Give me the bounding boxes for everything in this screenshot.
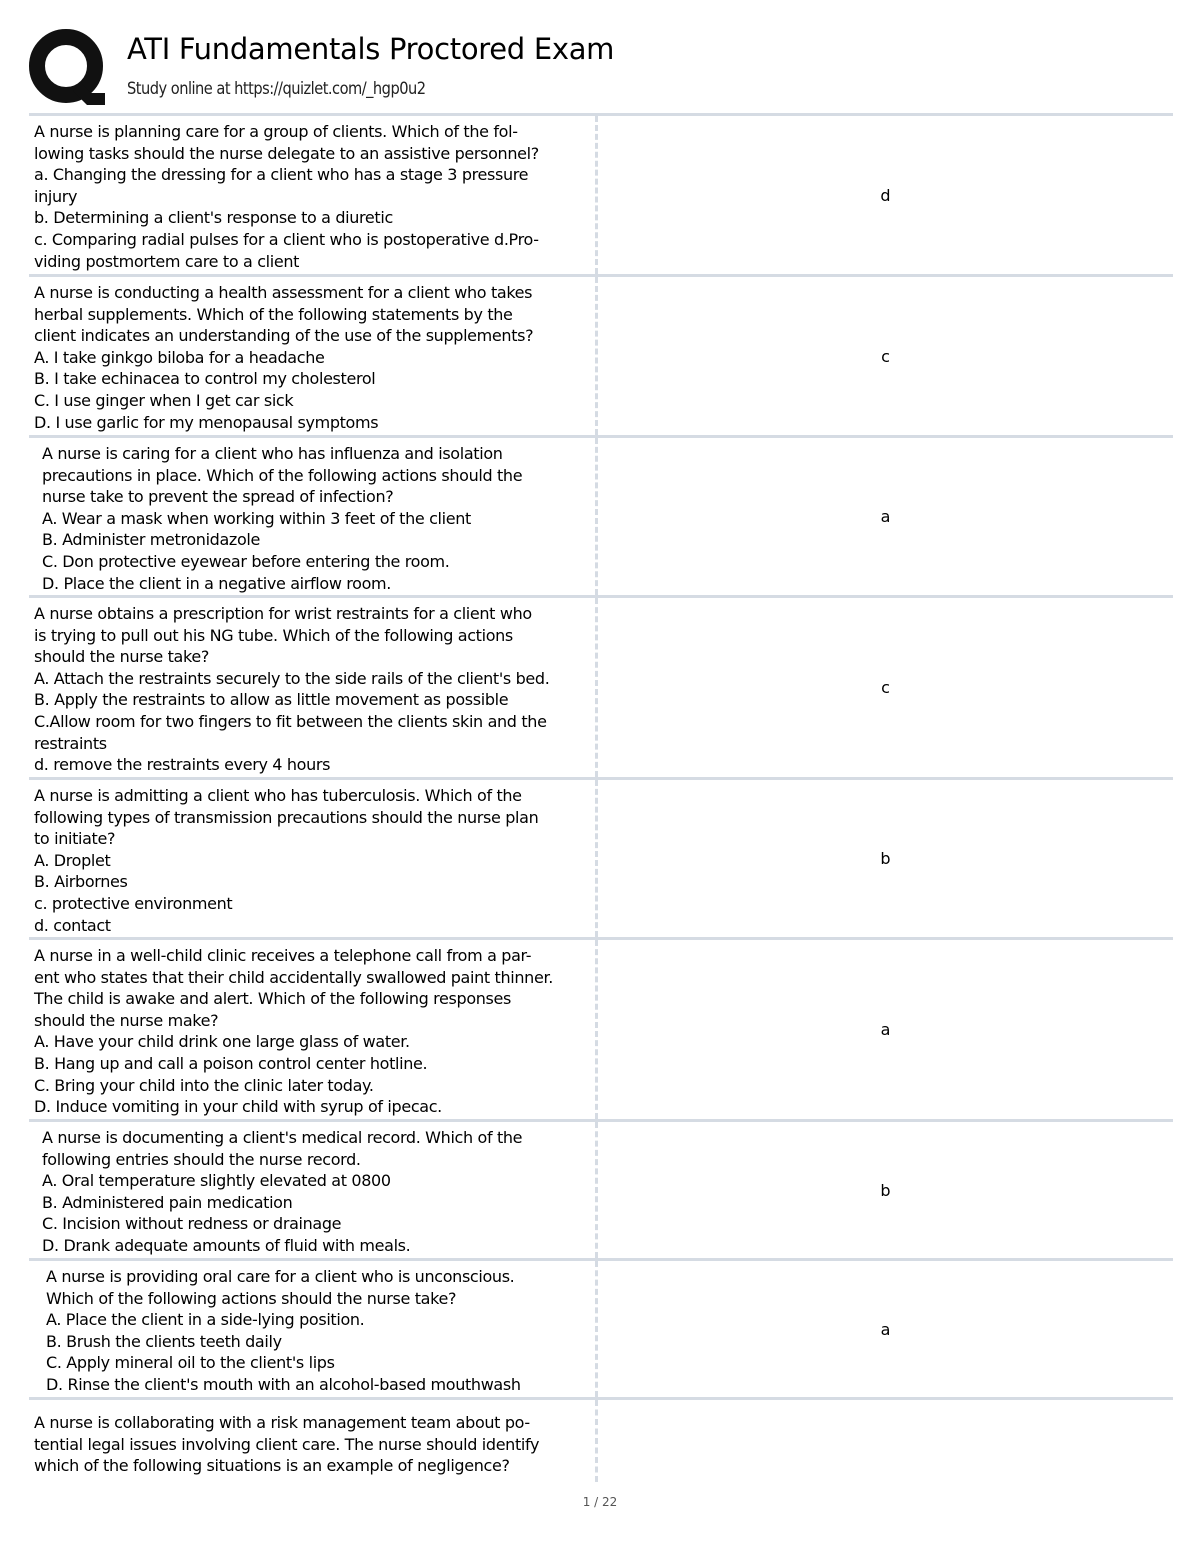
flashcard-row <box>29 113 1173 274</box>
flashcard-row <box>29 274 1173 435</box>
flashcard-row <box>29 1258 1173 1397</box>
page-number: 1 / 22 <box>582 1495 618 1509</box>
page-title: ATI Fundamentals Proctored Exam <box>127 32 615 66</box>
card-term: A nurse in a well-child clinic receives a telephone call from a par- ent who states that their child accidentally swallowed paint thinner. The child is awake and alert. Which of the following responses should the nurse make? A. Have your child drink one large glass of water. B. Hang up and call a poison control center hotline. C. Bring your child into the clinic later today. D. Induce vomiting in your child with syrup of ipecac. <box>29 940 598 1119</box>
card-definition: a <box>880 1020 891 1039</box>
flashcard-row <box>29 435 1173 595</box>
card-term: A nurse is documenting a client's medical record. Which of the following entries should the nurse record. A. Oral temperature slightly elevated at 0800 B. Administered pain medication C. Incision without redness or drainage D. Drank adequate amounts of fluid with meals. <box>29 1122 598 1258</box>
card-definition <box>598 1400 1173 1482</box>
flashcard-row <box>29 777 1173 937</box>
flashcard-row <box>29 937 1173 1119</box>
card-definition: a <box>880 1319 891 1339</box>
card-term: A nurse obtains a prescription for wrist restraints for a client who is trying to pull out his NG tube. Which of the following actions should the nurse take? A. Attach the restraints securely to the side rails of the client's bed. B. Apply the restraints to allow as little movement as possible C.Allow room for two fingers to fit between the clients skin and the restraints d. remove the restraints every 4 hours <box>29 598 598 777</box>
flashcard-row <box>29 1119 1173 1258</box>
card-definition: b <box>880 1180 891 1200</box>
flashcard-list <box>29 113 1173 1482</box>
card-term: A nurse is collaborating with a risk management team about po- tential legal issues involving client care. The nurse should identify which of the following situations is an example of negligence? <box>29 1400 598 1482</box>
card-definition: d <box>880 185 891 205</box>
quizlet-logo-icon <box>29 29 109 109</box>
card-term: A nurse is conducting a health assessment for a client who takes herbal supplements. Which of the following statements by the client indicates an understanding of the use of the supplements? A. I take ginkgo biloba for a headache B. I take echinacea to control my cholesterol C. I use ginger when I get car sick D. I use garlic for my menopausal symptoms <box>29 277 598 435</box>
card-definition: c <box>881 346 890 366</box>
card-term: A nurse is caring for a client who has influenza and isolation precautions in place. Which of the following actions should the nurse take to prevent the spread of infection? A. Wear a mask when working within 3 feet of the client B. Administer metronidazole C. Don protective eyewear before entering the room. D. Place the client in a negative airflow room. <box>29 438 598 595</box>
card-definition: b <box>880 849 891 868</box>
card-term: A nurse is planning care for a group of clients. Which of the fol- lowing tasks should the nurse delegate to an assistive personnel? a. Changing the dressing for a client who has a stage 3 pressure injury b. Determining a client's response to a diuretic c. Comparing radial pulses for a client who is postoperative d.Pro- viding postmortem care to a client <box>29 116 598 274</box>
card-definition: c <box>881 678 890 697</box>
card-definition: a <box>880 507 891 526</box>
flashcard-row <box>29 595 1173 777</box>
card-term: A nurse is admitting a client who has tuberculosis. Which of the following types of transmission precautions should the nurse plan to initiate? A. Droplet B. Airbornes c. protective environment d. contact <box>29 780 598 937</box>
card-term: A nurse is providing oral care for a client who is unconscious. Which of the following actions should the nurse take? A. Place the client in a side-lying position. B. Brush the clients teeth daily C. Apply mineral oil to the client's lips D. Rinse the client's mouth with an alcohol-based mouthwash <box>29 1261 598 1397</box>
flashcard-row <box>29 1397 1173 1482</box>
study-link[interactable]: Study online at https://quizlet.com/_hgp0u2 <box>127 79 426 99</box>
